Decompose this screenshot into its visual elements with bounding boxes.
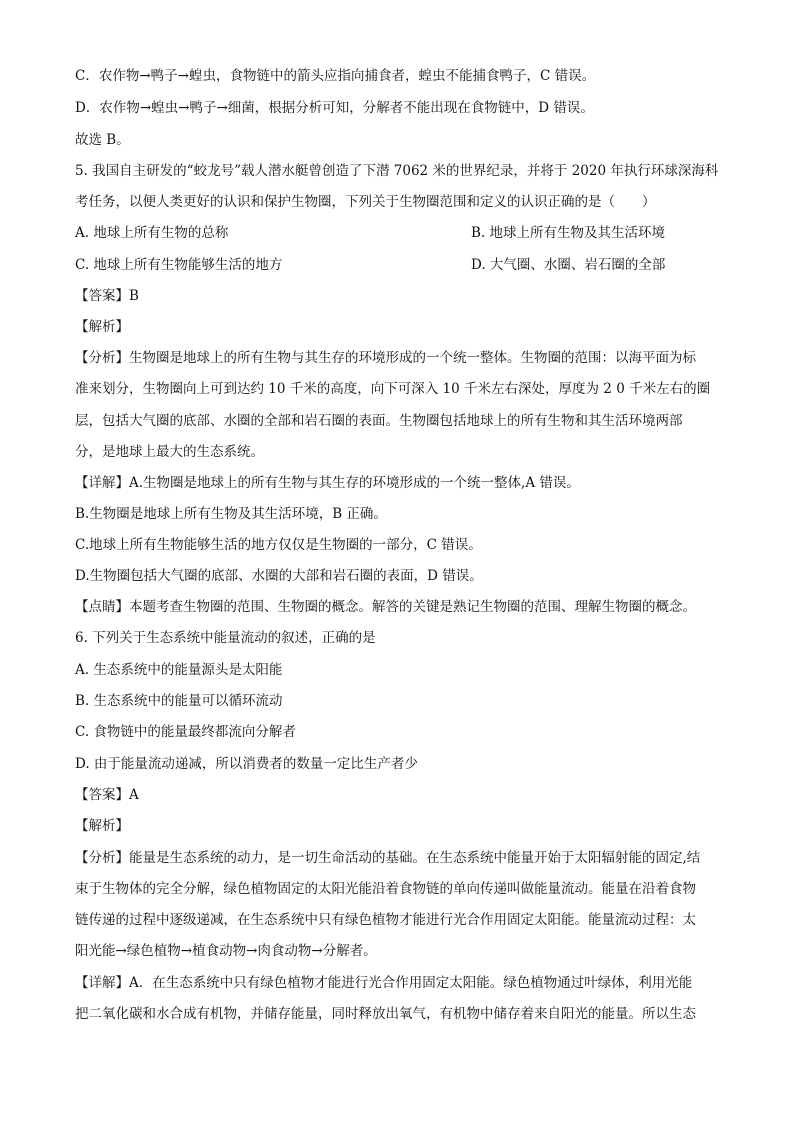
text-line: 束于生物体的完全分解，绿色植物固定的太阳光能沿着食物链的单向传递叫做能量流动。能量在沿着食物	[75, 881, 696, 897]
text-line: 准来划分，生物圈向上可到达约 10 千米的高度，向下可深入 10 千米左右深处，厚度为 2 0 千米左右的圈	[75, 381, 711, 397]
question-5-stem: 5. 我国自主研发的“蛟龙号”载人潜水艇曾创造了下潜 7062 米的世界纪录，并将于 2020 年执行环球深海科	[75, 163, 719, 179]
option-c: C. 地球上所有生物能够生活的地方	[75, 257, 283, 273]
text-line: 【分析】生物圈是地球上的所有生物与其生存的环境形成的一个统一整体。生物圈的范围：以海平面为标	[75, 350, 696, 366]
option-b: B. 地球上所有生物及其生活环境	[471, 225, 666, 241]
text-line: 层，包括大气圈的底部、水圈的全部和岩石圈的表面。生物圈包括地球上的所有生物和其生活环境两部	[75, 413, 683, 429]
text-line: 分，是地球上最大的生态系统。	[75, 444, 264, 460]
text-line: C．农作物→鸭子→蝗虫，食物链中的箭头应指向捕食者，蝗虫不能捕食鸭子，C 错误。	[75, 68, 596, 84]
answer-label: 【答案】B	[75, 288, 139, 304]
option-a: A. 生态系统中的能量源头是太阳能	[75, 662, 283, 678]
text-line: B.生物圈是地球上所有生物及其生活环境，B 正确。	[75, 506, 387, 522]
option-a: A. 地球上所有生物的总称	[75, 225, 229, 241]
text-line: D．农作物→蝗虫→鸭子→细菌，根据分析可知，分解者不能出现在食物链中，D 错误。	[75, 100, 594, 116]
text-line: 链传递的过程中逐级递减，在生态系统中只有绿色植物才能进行光合作用固定太阳能。能量流动过程：太	[75, 912, 696, 928]
option-row	[75, 255, 725, 275]
text-line: 【点睛】本题考查生物圈的范围、生物圈的概念。解答的关键是熟记生物圈的范围、理解生物圈的概念。	[75, 599, 696, 615]
option-d: D. 由于能量流动递减，所以消费者的数量一定比生产者少	[75, 756, 418, 772]
question-6-stem: 6. 下列关于生态系统中能量流动的叙述，正确的是	[75, 630, 376, 646]
answer-label: 【答案】A	[75, 787, 139, 803]
text-line: 故选 B。	[75, 132, 130, 148]
text-line: 【详解】A．在生态系统中只有绿色植物才能进行光合作用固定太阳能。绿色植物通过叶绿体，利用光能	[75, 975, 693, 991]
text-line: 【分析】能量是生态系统的动力，是一切生命活动的基础。在生态系统中能量开始于太阳辐射能的固定,结	[75, 850, 701, 866]
text-line: D.生物圈包括大气圈的底部、水圈的大部和岩石圈的表面，D 错误。	[75, 568, 483, 584]
text-line: 把二氧化碳和水合成有机物，并储存能量，同时释放出氧气，有机物中储存着来自阳光的能量。所以生态	[75, 1006, 696, 1022]
question-5-stem: 考任务，以便人类更好的认识和保护生物圈，下列关于生物圈范围和定义的认识正确的是（ ）	[75, 194, 656, 210]
option-row	[75, 223, 725, 243]
text-line: C.地球上所有生物能够生活的地方仅仅是生物圈的一部分，C 错误。	[75, 537, 482, 553]
text-line: 【详解】A.生物圈是地球上的所有生物与其生存的环境形成的一个统一整体,A 错误。	[75, 475, 580, 491]
analysis-label: 【解析】	[75, 319, 129, 335]
option-b: B. 生态系统中的能量可以循环流动	[75, 693, 283, 709]
text-line: 阳光能→绿色植物→植食动物→肉食动物→分解者。	[75, 943, 377, 959]
option-c: C. 食物链中的能量最终都流向分解者	[75, 724, 296, 740]
analysis-label: 【解析】	[75, 818, 129, 834]
option-d: D. 大气圈、水圈、岩石圈的全部	[471, 257, 666, 273]
